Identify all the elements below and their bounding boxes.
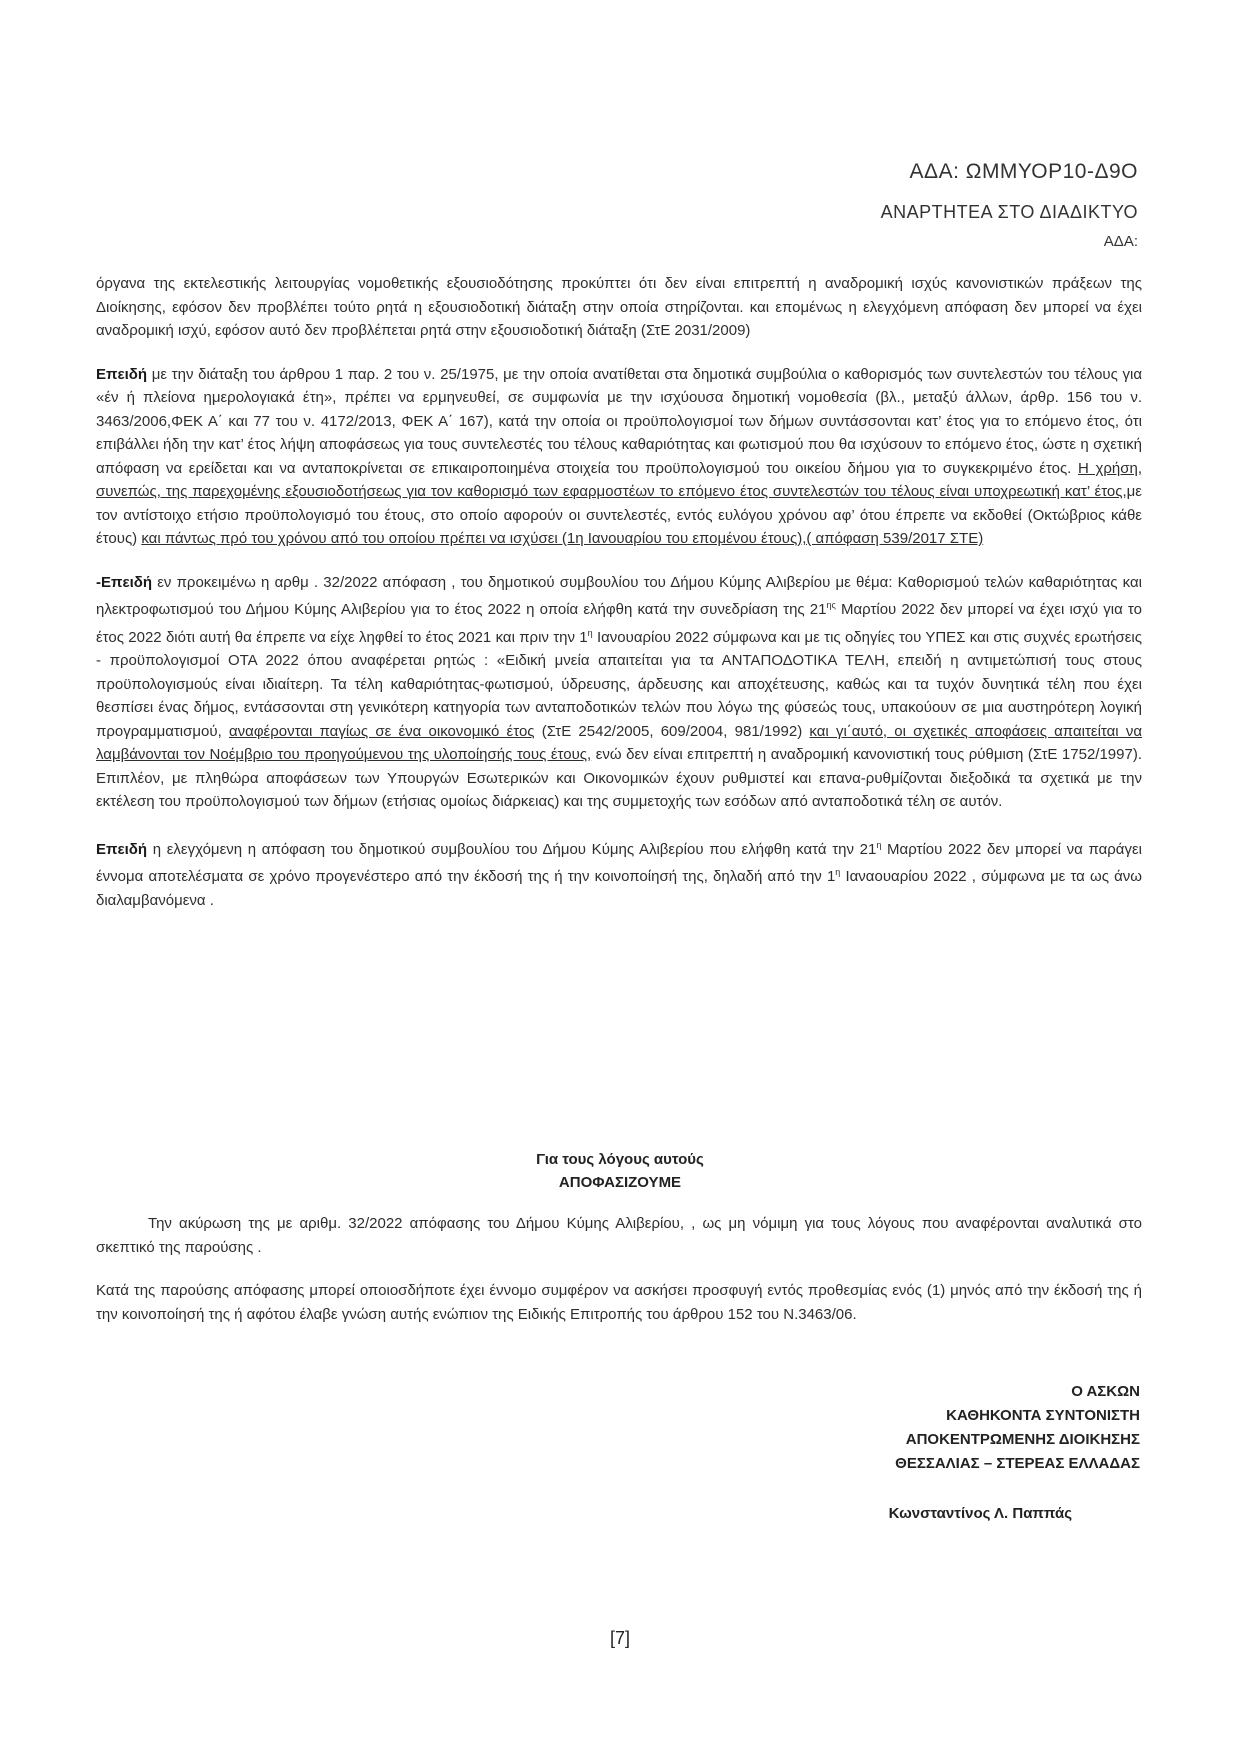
signature-line-3: ΑΠΟΚΕΝΤΡΩΜΕΝΗΣ ΔΙΟΙΚΗΣΗΣ [905, 1431, 1140, 1448]
paragraph-3-text-b: Μαρτίου 2022 δεν μπορεί να έχει ισχύ για το έτος 2022 διότι αυτή θα έπρεπε να είχε ληφθεί το έτος 2021 και πριν την 1 [96, 601, 1142, 646]
ada-label: ΑΔΑ: [1103, 233, 1138, 250]
page-number: [7] [609, 1628, 630, 1648]
decision-heading-line-2: ΑΠΟΦΑΣΙΖΟΥΜΕ [558, 1174, 682, 1191]
paragraph-3-text-d: (ΣτΕ 2542/2005, 609/2004, 981/1992) [534, 722, 810, 740]
paragraph-3-underlined-1: αναφέρονται παγίως σε ένα οικονομικό έτος [228, 722, 535, 740]
decision-heading [0, 1148, 1240, 1194]
signature-line-4: ΘΕΣΣΑΛΙΑΣ – ΣΤΕΡΕΑΣ ΕΛΛΑΔΑΣ [895, 1455, 1140, 1472]
paragraph-2 [96, 363, 1142, 551]
paragraph-3-underlined-2: και γι΄αυτό, οι σχετικές αποφάσεις απαιτείται να λαμβάνονται τον Νοέμβριο του προηγούμενου της υλοποίησής τους έτους, [96, 722, 1142, 763]
paragraph-3-text-a: εν προκειμένω η αρθμ . 32/2022 απόφαση , του δημοτικού συμβουλίου του Δήμου Κύμης Αλιβερίου με θέμα: Καθορισμού τελών καθαριότητας και ηλεκτροφωτισμού του Δήμου Κύμης Αλιβερίου για το έτος 2022 η οποία ελήφθη κατά την συνεδρίαση της 21 [96, 573, 1142, 618]
paragraph-3-sup-2: η [587, 627, 593, 638]
paragraph-2-lead: Επειδή [96, 365, 148, 383]
signature-line-1: Ο ΑΣΚΩΝ [1071, 1383, 1140, 1400]
paragraph-3-text-c: Ιανουαρίου 2022 σύμφωνα και με τις οδηγίες του ΥΠΕΣ και στις συχνές ερωτήσεις - προϋπολογισμοί ΟΤΑ 2022 όπου αναφέρεται ρητώς : «Ειδική μνεία απαιτείται για τα ΑΝΤΑΠΟΔΟΤΙΚΑ ΤΕΛΗ, επειδή η αντιμετώπισή τους στους προϋπολογισμούς είναι ιδιαίτερη. Τα τέλη καθαριότητας-φωτισμού, ύδρευσης, άρδευσης και αποχέτευσης, καθώς και τα τυχόν δυνητικά τέλη που έχει θεσπίσει ένας δήμος, εντάσσονται στη γενικότερη κατηγορία των ανταποδοτικών τελών που λόγω της φύσεώς τους, υπακούουν σε μια αυστηρότερη λογική προγραμματισμού, [96, 628, 1142, 740]
paragraph-1: όργανα της εκτελεστικής λειτουργίας νομοθετικής εξουσιοδότησης προκύπτει ότι δεν είναι επιτρεπτή η αναδρομική ισχύς κανονιστικών πράξεων της Διοίκησης, εφόσον δεν προβλέπει τούτο ρητά η εξουσιοδοτική διάταξη στην οποία στηρίζονται. και επομένως η ελεγχόμενη απόφαση δεν μπορεί να έχει αναδρομική ισχύ, εφόσον αυτό δεν προβλέπεται ρητά στην εξουσιοδοτική διάταξη (ΣτΕ 2031/2009) [96, 275, 1142, 339]
decision-text-1: Την ακύρωση της με αριθμ. 32/2022 απόφασης του Δήμου Κύμης Αλιβερίου, , ως μη νόμιμη για τους λόγους που αναφέρονται αναλυτικά στο σκεπτικό της παρούσης . [96, 1215, 1142, 1256]
paragraph-2-text-a: με την διάταξη του άρθρου 1 παρ. 2 του ν. 25/1975, με την οποία ανατίθεται στα δημοτικά συμβούλια ο καθορισμός των συντελεστών του τέλους για «έν ή πλείονα ημερολογιακά έτη», πρέπει να ερμηνευθεί, σε συμφωνία με την ισχύουσα δημοτική νομοθεσία (βλ., μεταξύ άλλων, άρθρ. 156 του ν. 3463/2006,ΦΕΚ Α΄ και 77 του ν. 4172/2013, ΦΕΚ Α΄ 167), κατά την οποία οι προϋπολογισμοί των δήμων συντάσσονται κατ’ έτος για το επόμενο έτος, ότι επιβάλλει ήδη την κατ’ έτος λήψη αποφάσεως για τους συντελεστές του τέλους καθαριότητας και φωτισμού που θα ισχύσουν το επόμενο έτος, ώστε η σχετική απόφαση να ερείδεται και να ανταποκρίνεται σε επικαιροποιημένα στοιχεία του προϋπολογισμού του οικείου δήμου για το συγκεκριμένο έτος. [96, 365, 1142, 477]
decision-heading-line-1: Για τους λόγους αυτούς [536, 1151, 704, 1168]
paragraph-4-sup-2: η [835, 867, 841, 877]
paragraph-3 [96, 571, 1142, 814]
paragraph-4-lead: Επειδή [96, 840, 148, 858]
paragraph-4-sup-1: η [876, 839, 882, 850]
paragraph-3-sup-1: ης [826, 600, 836, 610]
decision-section [96, 1212, 1142, 1346]
paragraph-2-underlined-2: και πάντως πρό του χρόνου από του οποίου πρέπει να ισχύσει (1η Ιανουαρίου του επομένου έτους),( απόφαση 539/2017 ΣΤΕ) [141, 530, 984, 547]
decision-text-2: Κατά της παρούσης απόφασης μπορεί οποιοσδήποτε έχει έννομο συμφέρον να ασκήσει προσφυγή εντός προθεσμίας ενός (1) μηνός από την έκδοσή της ή την κοινοποίησή της ή αφότου έλαβε γνώση αυτής ενώπιον της Ειδικής Επιτροπής του άρθρου 152 του Ν.3463/06. [96, 1282, 1142, 1323]
signatory-name: Κωνσταντίνος Λ. Παππάς [888, 1505, 1072, 1522]
reasoning-section [96, 272, 1142, 932]
paragraph-3-lead: -Επειδή [96, 573, 153, 591]
ada-code: ΑΔΑ: ΩΜΜΥΟΡ10-Δ9Ο [909, 160, 1138, 183]
paragraph-2-text-b: ,με τον αντίστοιχο ετήσιο προϋπολογισμό του έτους, στο οποίο αφορούν οι συντελεστές, εντός ευλόγου χρόνου αφ’ ότου έπρεπε να εκδοθεί (Οκτώβριος κάθε έτους) [96, 483, 1142, 547]
signature-line-2: ΚΑΘΗΚΟΝΤΑ ΣΥΝΤΟΝΙΣΤΗ [946, 1407, 1140, 1424]
paragraph-4 [96, 834, 1142, 913]
paragraph-4-text-a: η ελεγχόμενη η απόφαση του δημοτικού συμβουλίου του Δήμου Κύμης Αλιβερίου που ελήφθη κατά την 21 [147, 840, 877, 858]
posted-online-label: ΑΝΑΡΤΗΤΕΑ ΣΤΟ ΔΙΑΔΙΚΤΥΟ [880, 202, 1138, 222]
paragraph-3-text-e: ενώ δεν είναι επιτρεπτή η αναδρομική κανονιστική τους ρύθμιση (ΣτΕ 1752/1997). Επιπλέον, με πληθώρα αποφάσεων των Υπουργών Εσωτερικών και Οικονομικών έχουν ρυθμιστεί και επανα-ρυθμίζονται διεξοδικά τα σχετικά με την εκτέλεση του προϋπολογισμού των δήμων (ετήσιας ομοίως διάρκειας) και της συμμετοχής των εσόδων από ανταποδοτικά τέλη σε αυτόν. [96, 746, 1142, 810]
paragraph-2-underlined-1: Η χρήση, συνεπώς, της παρεχομένης εξουσιοδοτήσεως για τον καθορισμό των εφαρμοστέων το επόμενο έτος συντελεστών του τέλους είναι υποχρεωτική κατ’ έτος [96, 459, 1142, 500]
signature-block [889, 1380, 1140, 1526]
document-header [881, 160, 1138, 250]
paragraph-4-text-c: Ιαναουαρίου 2022 , σύμφωνα με τα ως άνω διαλαμβανόμενα . [96, 868, 1142, 909]
paragraph-4-text-b: Μαρτίου 2022 δεν μπορεί να παράγει έννομα αποτελέσματα σε χρόνο προγενέστερο από την έκδοσή της ή την κοινοποίησή της, δηλαδή από την 1 [96, 840, 1142, 885]
